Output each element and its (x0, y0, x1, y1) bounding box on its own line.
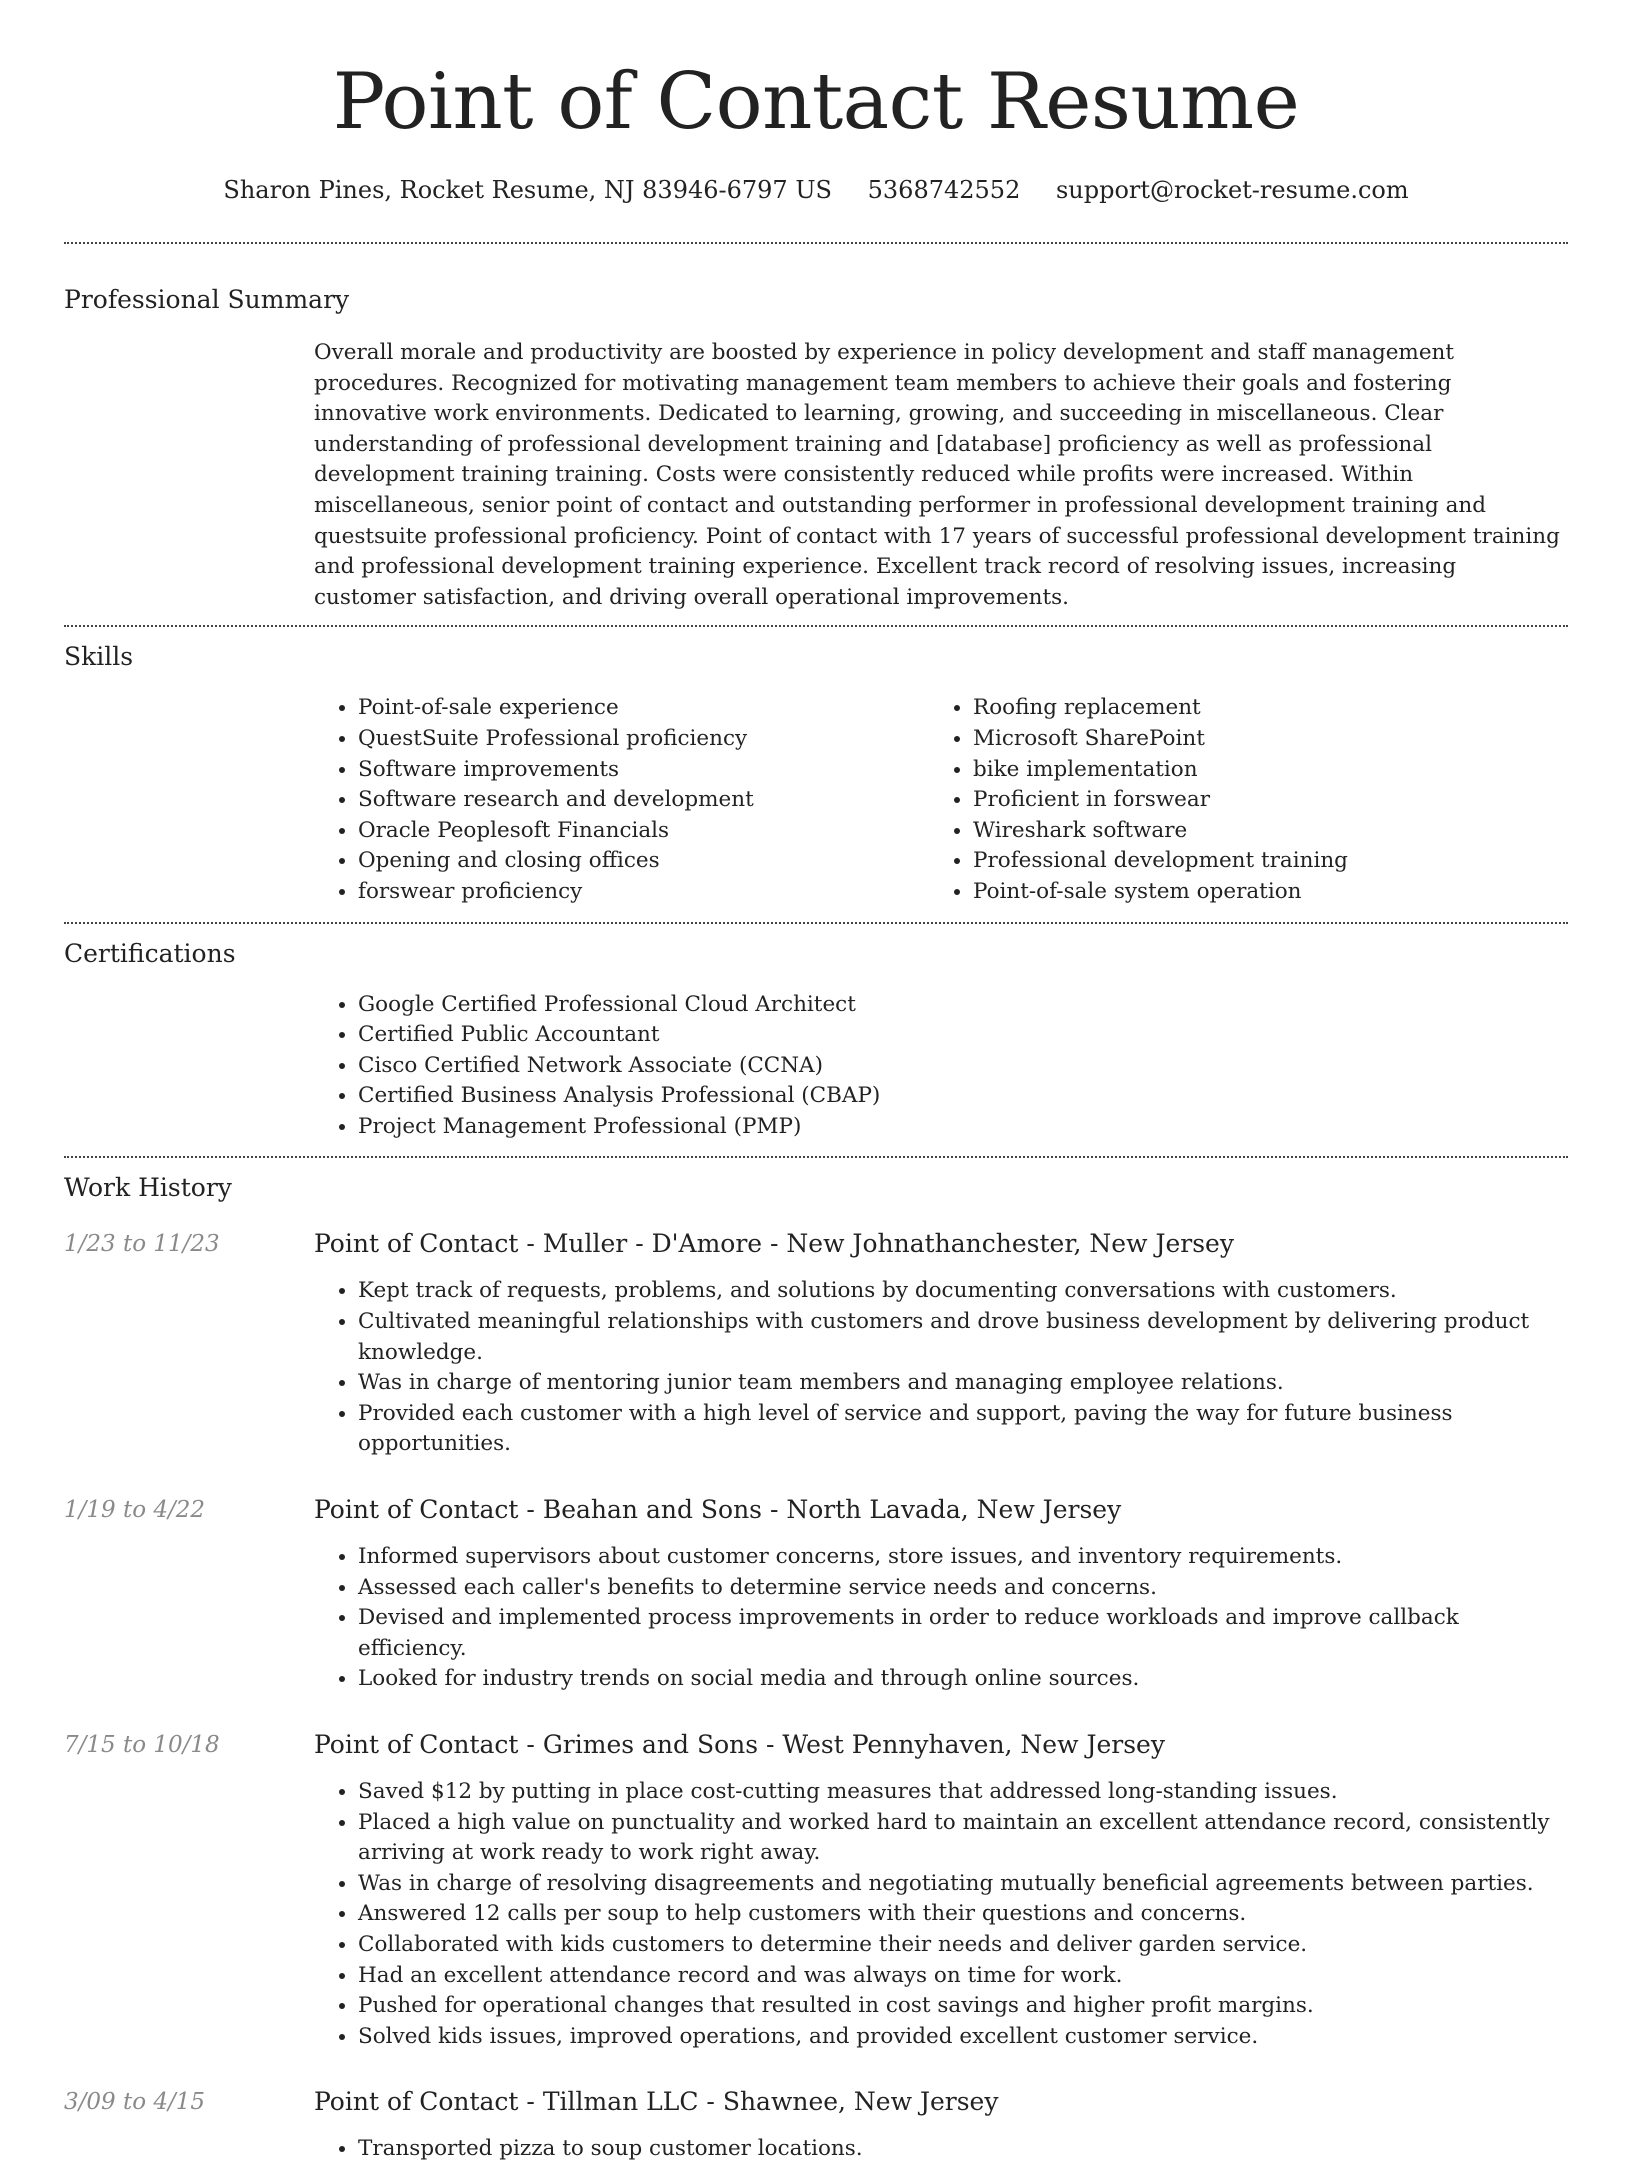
job-bullet: • Assessed each caller's benefits to determine service needs and concerns. (358, 1573, 1568, 1604)
job-bullets (314, 2134, 1568, 2165)
skill-item: • Point-of-sale experience (358, 693, 929, 724)
skill-item: • Roofing replacement (973, 693, 1544, 724)
skill-item: • bike implementation (973, 755, 1544, 786)
resume-page (64, 0, 1568, 2165)
certifications-list (314, 970, 1568, 1157)
skill-item: • QuestSuite Professional proficiency (358, 724, 929, 755)
contact-email[interactable]: support@rocket-resume.com (1055, 176, 1409, 204)
job-bullet: • Saved $12 by putting in place cost-cutting measures that addressed long-standing issues. (358, 1777, 1568, 1808)
job-dates: 1/23 to 11/23 (64, 1231, 220, 1258)
certification-item: • Cisco Certified Network Associate (CCNA) (358, 1051, 1568, 1082)
skill-item: • Software improvements (358, 755, 929, 786)
skill-item: • Microsoft SharePoint (973, 724, 1544, 755)
job-bullet: • Answered 12 calls per soup to help customers with their questions and concerns. (358, 1899, 1568, 1930)
job-bullet: • Was in charge of resolving disagreements and negotiating mutually beneficial agreements between parties. (358, 1869, 1568, 1900)
contact-phone: 5368742552 (867, 176, 1021, 204)
job-title: Point of Contact - Muller - D'Amore - New Johnathanchester, New Jersey (314, 1229, 1234, 1259)
contact-address: Sharon Pines, Rocket Resume, NJ 83946-6797 US (223, 176, 832, 204)
skill-item: • Point-of-sale system operation (973, 877, 1544, 908)
summary-text: Overall morale and productivity are boosted by experience in policy development and staff management procedures. Recognized for motivating management team members to achieve their goals and fostering innovative work environments. Dedicated to learning, growing, and succeeding in miscellaneous. Clear understanding of professional development training and [database] proficiency as well as professional development training training. Costs were consistently reduced while profits were increased. Within miscellaneous, senior point of contact and outstanding performer in professional development training and questsuite professional proficiency. Point of contact with 17 years of successful professional development training and professional development training experience. Excellent track record of resolving issues, increasing customer satisfaction, and driving overall operational improvements. (314, 340, 1560, 610)
job-bullet: • Informed supervisors about customer concerns, store issues, and inventory requirements. (358, 1542, 1568, 1573)
job-bullet: • Had an excellent attendance record and was always on time for work. (358, 1961, 1568, 1992)
skills-section (64, 627, 1568, 921)
job-bullet: • Devised and implemented process improvements in order to reduce workloads and improve callback efficiency. (358, 1603, 1568, 1664)
skills-column-left (314, 693, 929, 907)
skill-item: • Proficient in forswear (973, 785, 1544, 816)
job-entry (64, 1494, 1568, 1695)
certifications-section (64, 924, 1568, 1157)
job-bullet: • Kept track of requests, problems, and solutions by documenting conversations with customers. (358, 1276, 1568, 1307)
certification-item: • Project Management Professional (PMP) (358, 1112, 1568, 1143)
job-bullet: • Cultivated meaningful relationships with customers and drove business development by delivering product knowledge. (358, 1307, 1568, 1368)
skill-item: • Professional development training (973, 846, 1544, 877)
resume-title: Point of Contact Resume (332, 57, 1300, 147)
job-bullet: • Collaborated with kids customers to determine their needs and deliver garden service. (358, 1930, 1568, 1961)
skills-columns (314, 673, 1568, 921)
skills-heading: Skills (64, 642, 134, 672)
job-entry (64, 1729, 1568, 2052)
job-bullet: • Solved kids issues, improved operations, and provided excellent customer service. (358, 2022, 1568, 2053)
certifications-heading: Certifications (64, 938, 236, 968)
job-title: Point of Contact - Beahan and Sons - North Lavada, New Jersey (314, 1495, 1122, 1525)
job-bullet: • Placed a high value on punctuality and worked hard to maintain an excellent attendance record, consistently arriving at work ready to work right away. (358, 1808, 1568, 1869)
skill-item: • Oracle Peoplesoft Financials (358, 816, 929, 847)
contact-line (64, 174, 1568, 206)
work-history-section (64, 1158, 1568, 2164)
job-bullets (314, 1276, 1568, 1460)
job-bullet: • Transported pizza to soup customer locations. (358, 2134, 1568, 2165)
job-title: Point of Contact - Tillman LLC - Shawnee, New Jersey (314, 2087, 999, 2117)
skill-item: • Software research and development (358, 785, 929, 816)
skill-item: • Opening and closing offices (358, 846, 929, 877)
job-dates: 7/15 to 10/18 (64, 1732, 220, 1758)
job-entry (64, 2086, 1568, 2165)
skill-item: • forswear proficiency (358, 877, 929, 908)
summary-heading: Professional Summary (64, 285, 350, 314)
work-history-heading: Work History (64, 1173, 232, 1203)
job-bullets (314, 1777, 1568, 2052)
job-bullet: • Looked for industry trends on social media and through online sources. (358, 1664, 1568, 1695)
job-bullet: • Was in charge of mentoring junior team members and managing employee relations. (358, 1368, 1568, 1399)
skill-item: • Wireshark software (973, 816, 1544, 847)
certification-item: • Certified Public Accountant (358, 1020, 1568, 1051)
job-entry (64, 1228, 1568, 1460)
certification-item: • Certified Business Analysis Professional (CBAP) (358, 1081, 1568, 1112)
job-dates: 1/19 to 4/22 (64, 1497, 206, 1524)
job-bullet: • Provided each customer with a high level of service and support, paving the way for future business opportunities. (358, 1399, 1568, 1460)
job-title: Point of Contact - Grimes and Sons - West Pennyhaven, New Jersey (314, 1730, 1165, 1759)
job-bullets (314, 1542, 1568, 1695)
certification-item: • Google Certified Professional Cloud Architect (358, 990, 1568, 1021)
skills-column-right (929, 693, 1544, 907)
summary-section (64, 244, 1568, 625)
job-dates: 3/09 to 4/15 (64, 2089, 206, 2116)
job-bullet: • Pushed for operational changes that resulted in cost savings and higher profit margins. (358, 1991, 1568, 2022)
